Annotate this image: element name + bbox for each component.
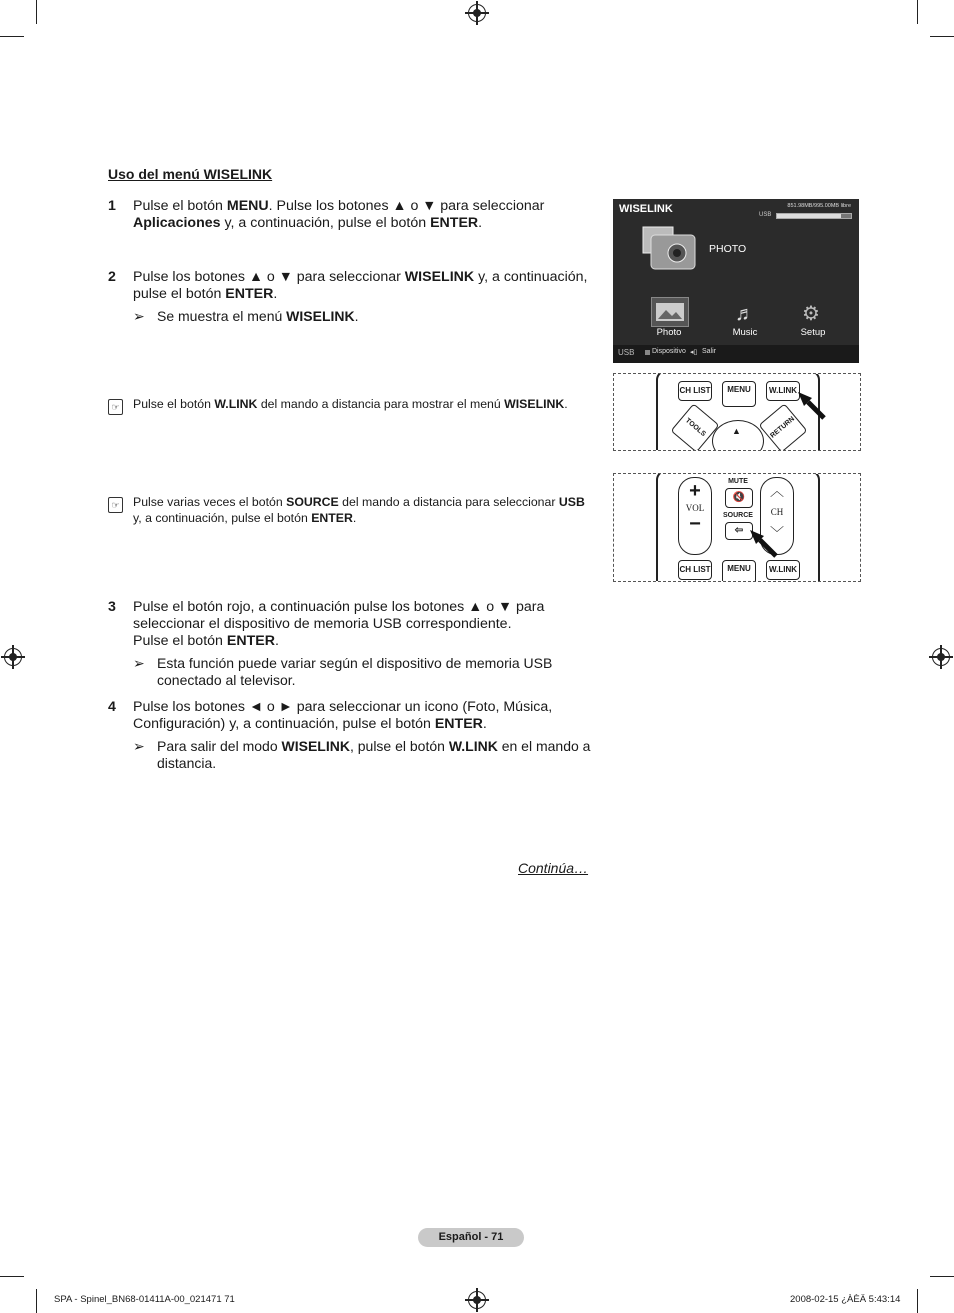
step-number: 1 <box>108 198 116 214</box>
pointer-arrow-icon <box>798 392 828 422</box>
step-number: 4 <box>108 699 116 715</box>
step-text: Pulse el botón MENU. Pulse los botones ▲ o ▼ para seleccionar Aplicaciones y, a continuación, pulse el botón ENTER. <box>133 198 545 231</box>
music-note-icon[interactable]: ♬ <box>735 303 755 325</box>
arrow-icon: ➢ <box>133 738 145 754</box>
crop-mark <box>930 1276 954 1277</box>
exit-icon: ◂▯ <box>690 349 698 356</box>
arrow-icon: ➢ <box>133 308 145 324</box>
registration-mark-icon <box>4 648 22 666</box>
chevron-down-icon: ﹀ <box>770 525 784 541</box>
crop-mark <box>930 36 954 37</box>
step-note-text: Para salir del modo WISELINK, pulse el botón W.LINK en el mando a distancia. <box>157 738 591 771</box>
registration-mark-icon <box>932 648 950 666</box>
vol-rocker[interactable] <box>678 477 712 555</box>
source-label: SOURCE <box>723 512 753 519</box>
icon-setup-label[interactable]: Setup <box>800 327 826 338</box>
up-arrow-icon: ▲ <box>732 426 741 436</box>
usb-label: USB <box>759 212 772 218</box>
vol-label: VOL <box>685 503 705 513</box>
crop-mark <box>36 0 37 24</box>
step-note-text: Se muestra el menú WISELINK. <box>157 308 359 324</box>
pointer-arrow-icon <box>750 530 780 560</box>
step-number: 3 <box>108 599 116 615</box>
crop-mark <box>0 1276 24 1277</box>
source-button[interactable]: ⇦ <box>725 522 753 540</box>
free-space: 851.98MB/995.00MB libre <box>787 203 851 209</box>
footer-exit: Salir <box>702 348 717 355</box>
page-number-tab: Español - 71 <box>418 1228 524 1247</box>
wiselink-footer <box>613 345 859 363</box>
step-text: Pulse los botones ▲ o ▼ para seleccionar WISELINK y, a continuación, pulse el botón ENTER. <box>133 269 588 302</box>
minus-icon: − <box>689 513 701 535</box>
ch-label: CH <box>770 507 784 517</box>
crop-mark <box>36 1289 37 1313</box>
step-text: Pulse el botón rojo, a continuación pulse los botones ▲ o ▼ para seleccionar el dispositivo de memoria USB correspondiente. Pulse el botón ENTER. <box>133 599 545 649</box>
chevron-up-icon: ︿ <box>770 483 784 499</box>
section-title: Uso del menú WISELINK <box>108 166 273 182</box>
red-button-icon <box>645 350 650 355</box>
step-number: 2 <box>108 269 116 285</box>
photo-camera-icon <box>641 225 697 271</box>
wlink-button[interactable]: W.LINK <box>766 560 800 580</box>
wiselink-header: WISELINK <box>619 203 673 215</box>
usb-capacity-bar <box>776 213 852 219</box>
step-note <box>133 655 553 688</box>
remote-note-text: Pulse el botón W.LINK del mando a distancia para mostrar el menú WISELINK. <box>133 397 568 411</box>
crop-mark <box>917 1289 918 1313</box>
wiselink-screen <box>613 199 859 363</box>
step-note <box>133 308 359 325</box>
arrow-icon: ➢ <box>133 655 145 671</box>
current-item: PHOTO <box>709 243 747 255</box>
footer-file-info: SPA - Spinel_BN68-01411A-00_021471 71 <box>54 1294 235 1305</box>
plus-icon: + <box>689 480 701 502</box>
registration-mark-icon <box>468 4 486 22</box>
footer-timestamp: 2008-02-15 ¿ÀÈÄ 5:43:14 <box>790 1294 901 1305</box>
ch-list-button[interactable]: CH LIST <box>678 381 712 401</box>
remote-note-text: Pulse varias veces el botón SOURCE del mando a distancia para seleccionar USB y, a continuación, pulse el botón ENTER. <box>133 495 585 525</box>
remote-illustration-bottom <box>613 473 861 582</box>
registration-mark-icon <box>468 1291 486 1309</box>
icon-photo-label[interactable]: Photo <box>656 327 682 338</box>
tools-button[interactable]: TOOLS <box>670 403 719 451</box>
wlink-button[interactable]: W.LINK <box>766 381 800 401</box>
crop-mark <box>917 0 918 24</box>
crop-mark <box>0 36 24 37</box>
gear-icon[interactable]: ⚙ <box>802 303 820 325</box>
step-note <box>133 738 591 771</box>
mute-label: MUTE <box>728 478 748 485</box>
remote-hand-icon: ☞ <box>108 399 123 415</box>
footer-device: Dispositivo <box>652 348 686 355</box>
menu-button[interactable]: MENU <box>722 560 756 582</box>
return-button[interactable]: RETURN <box>758 403 807 451</box>
remote-illustration-top <box>613 373 861 451</box>
menu-button[interactable]: MENU <box>722 381 756 407</box>
remote-hand-icon: ☞ <box>108 497 123 513</box>
step-note-text: Esta función puede variar según el dispositivo de memoria USB conectado al televisor. <box>157 655 553 688</box>
ch-list-button[interactable]: CH LIST <box>678 560 712 580</box>
mute-button[interactable]: 🔇 <box>725 488 753 508</box>
step-text: Pulse los botones ◄ o ► para seleccionar un icono (Foto, Música, Configuración) y, a continuación, pulse el botón ENTER. <box>133 699 553 732</box>
continue-label: Continúa… <box>518 860 589 876</box>
photo-tile-icon[interactable] <box>651 297 689 327</box>
icon-music-label[interactable]: Music <box>732 327 758 338</box>
footer-source: USB <box>618 348 635 357</box>
